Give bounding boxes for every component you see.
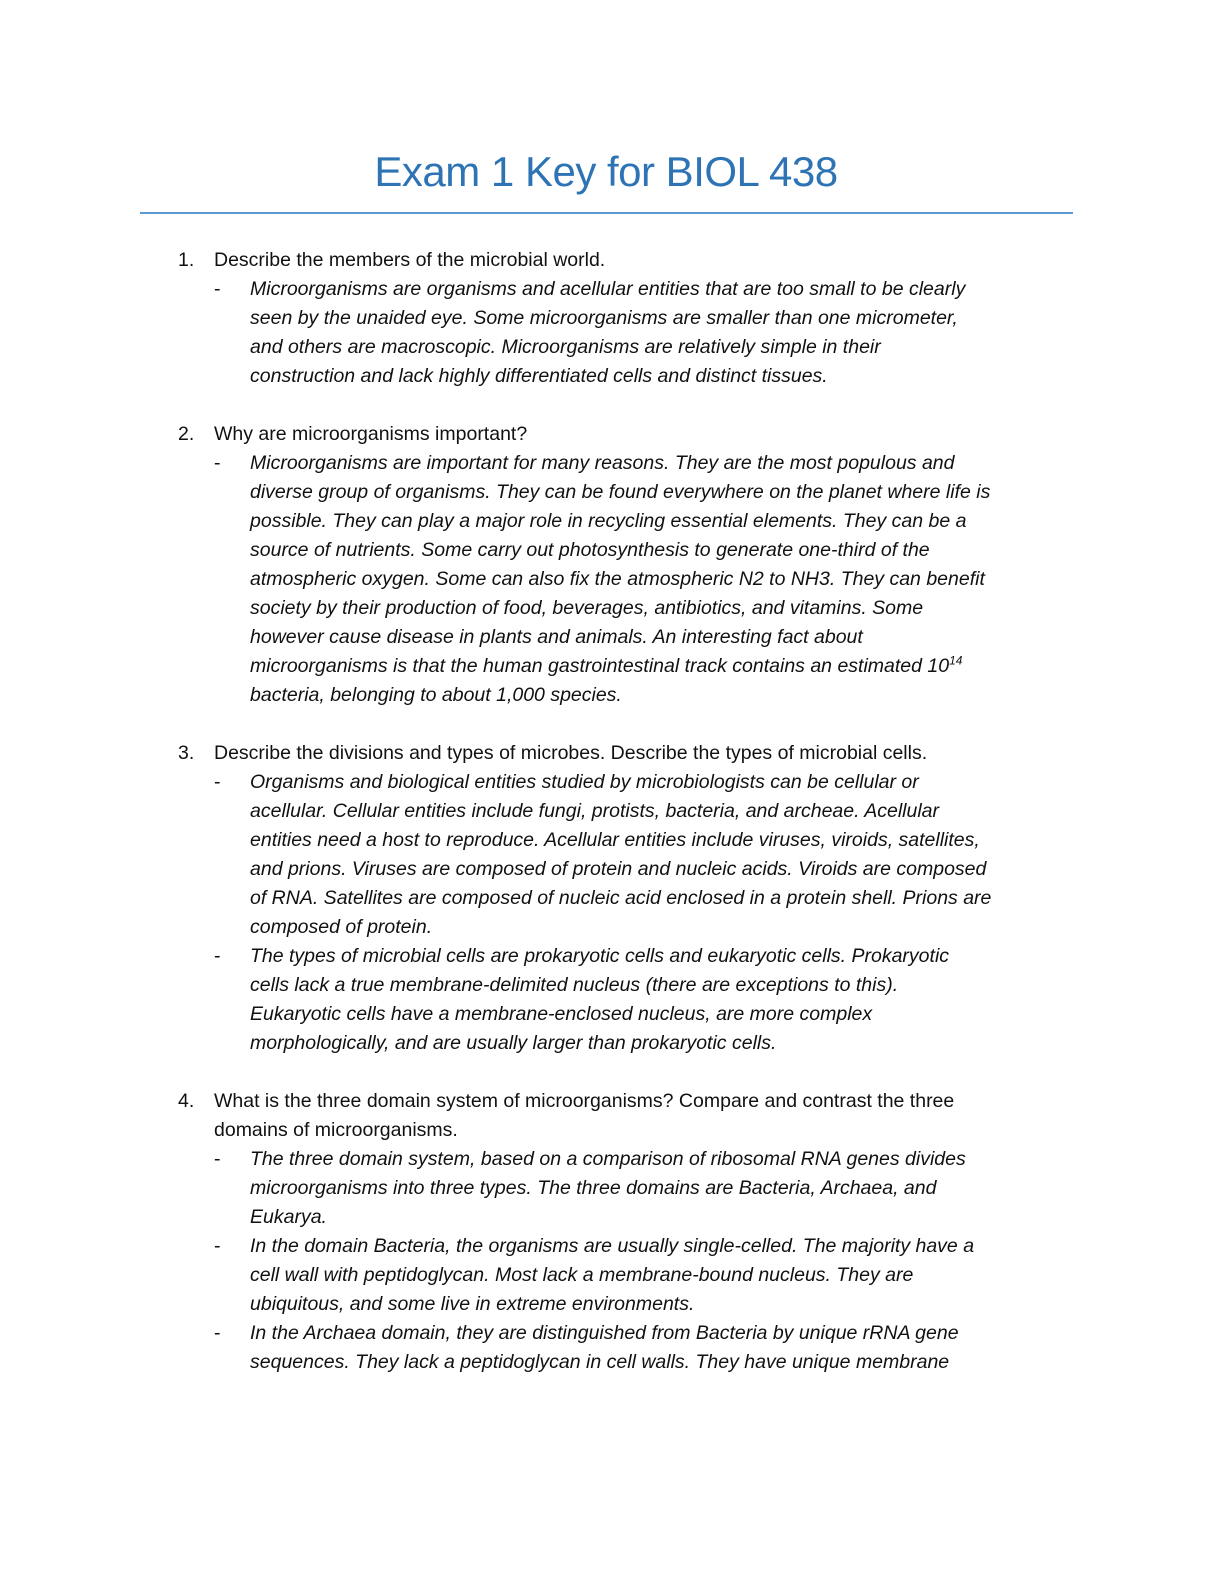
question-list: [0, 246, 1224, 1406]
answer-line: [0, 362, 1224, 391]
bullet-dash: -: [214, 1235, 221, 1257]
question-item: [0, 1087, 1224, 1377]
answer-text: composed of protein.: [250, 916, 433, 938]
answer-text: sequences. They lack a peptidoglycan in cell walls. They have unique membrane: [250, 1351, 950, 1373]
answer-line: [0, 826, 1224, 855]
answer-text: and others are macroscopic. Microorganisms are relatively simple in their: [250, 336, 881, 358]
answer-text: In the domain Bacteria, the organisms are usually single-celled. The majority have a: [250, 1235, 975, 1257]
answer-line: [0, 1029, 1224, 1058]
answer-line: [0, 623, 1224, 652]
question-text: Describe the members of the microbial world.: [214, 249, 606, 271]
answer-line: [0, 1203, 1224, 1232]
answer-line: [0, 768, 1224, 797]
answer-line: [0, 942, 1224, 971]
bullet-dash: -: [214, 452, 221, 474]
answer-text: microorganisms is that the human gastrointestinal track contains an estimated 10: [250, 655, 950, 677]
answer-line: [0, 1145, 1224, 1174]
answer-text: cell wall with peptidoglycan. Most lack a membrane-bound nucleus. They are: [250, 1264, 914, 1286]
question-line: [0, 420, 1224, 449]
answer-text: atmospheric oxygen. Some can also fix the atmospheric N2 to NH3. They can benefit: [250, 568, 985, 590]
answer-text: In the Archaea domain, they are distinguished from Bacteria by unique rRNA gene: [250, 1322, 959, 1344]
answer-text: source of nutrients. Some carry out photosynthesis to generate one-third of the: [250, 539, 930, 561]
answer-text: acellular. Cellular entities include fungi, protists, bacteria, and archeae. Acellular: [250, 800, 940, 822]
question-text: Describe the divisions and types of microbes. Describe the types of microbial cells.: [214, 742, 928, 764]
answer-line: [0, 1174, 1224, 1203]
answer-text: diverse group of organisms. They can be found everywhere on the planet where life is: [250, 481, 991, 503]
answer-line: [0, 1232, 1224, 1261]
question-text: What is the three domain system of microorganisms? Compare and contrast the three: [214, 1090, 955, 1112]
answer-line: [0, 333, 1224, 362]
bullet-dash: -: [214, 771, 221, 793]
answer-text: society by their production of food, beverages, antibiotics, and vitamins. Some: [250, 597, 924, 619]
answer-text: Microorganisms are important for many reasons. They are the most populous and: [250, 452, 955, 474]
answer-line: [0, 681, 1224, 710]
superscript-exponent: 14: [949, 653, 963, 668]
answer-line: [0, 971, 1224, 1000]
answer-line: [0, 652, 1224, 681]
answer-line: [0, 913, 1224, 942]
answer-text: microorganisms into three types. The three domains are Bacteria, Archaea, and: [250, 1177, 937, 1199]
answer-line: [0, 565, 1224, 594]
answer-line: [0, 449, 1224, 478]
answer-text: morphologically, and are usually larger than prokaryotic cells.: [250, 1032, 777, 1054]
question-line: [0, 1087, 1224, 1116]
question-number: 3.: [178, 742, 195, 764]
bullet-dash: -: [214, 1322, 221, 1344]
question-item: [0, 246, 1224, 391]
answer-line: [0, 478, 1224, 507]
title-underline: [140, 212, 1073, 214]
answer-line: [0, 1290, 1224, 1319]
bullet-dash: -: [214, 278, 221, 300]
answer-text: The three domain system, based on a comparison of ribosomal RNA genes divides: [250, 1148, 966, 1170]
answer-line: [0, 507, 1224, 536]
question-text: domains of microorganisms.: [214, 1119, 458, 1141]
question-item: [0, 739, 1224, 1058]
answer-text: The types of microbial cells are prokaryotic cells and eukaryotic cells. Prokaryotic: [250, 945, 950, 967]
question-number: 4.: [178, 1090, 195, 1112]
question-line: [0, 1116, 1224, 1145]
answer-text: entities need a host to reproduce. Acellular entities include viruses, viroids, satellites,: [250, 829, 980, 851]
answer-text: of RNA. Satellites are composed of nucleic acid enclosed in a protein shell. Prions are: [250, 887, 992, 909]
answer-text: however cause disease in plants and animals. An interesting fact about: [250, 626, 863, 648]
answer-text: Eukaryotic cells have a membrane-enclosed nucleus, are more complex: [250, 1003, 873, 1025]
answer-text: Eukarya.: [250, 1206, 327, 1228]
answer-line: [0, 1319, 1224, 1348]
answer-text: Organisms and biological entities studied by microbiologists can be cellular or: [250, 771, 919, 793]
question-line: [0, 246, 1224, 275]
answer-text: bacteria, belonging to about 1,000 species.: [250, 684, 622, 706]
answer-text: cells lack a true membrane-delimited nucleus (there are exceptions to this).: [250, 974, 899, 996]
answer-line: [0, 536, 1224, 565]
question-item: [0, 420, 1224, 710]
answer-line: [0, 1261, 1224, 1290]
answer-line: [0, 275, 1224, 304]
question-number: 1.: [178, 249, 195, 271]
answer-text: and prions. Viruses are composed of protein and nucleic acids. Viroids are composed: [250, 858, 987, 880]
answer-line: [0, 304, 1224, 333]
answer-line: [0, 1348, 1224, 1377]
answer-text: construction and lack highly differentiated cells and distinct tissues.: [250, 365, 828, 387]
answer-text: ubiquitous, and some live in extreme environments.: [250, 1293, 695, 1315]
answer-line: [0, 884, 1224, 913]
question-line: [0, 739, 1224, 768]
answer-line: [0, 594, 1224, 623]
page-title: Exam 1 Key for BIOL 438: [374, 148, 838, 195]
answer-line: [0, 855, 1224, 884]
bullet-dash: -: [214, 945, 221, 967]
answer-text: possible. They can play a major role in recycling essential elements. They can be a: [250, 510, 967, 532]
answer-text: seen by the unaided eye. Some microorganisms are smaller than one micrometer,: [250, 307, 958, 329]
bullet-dash: -: [214, 1148, 221, 1170]
answer-line: [0, 1000, 1224, 1029]
question-number: 2.: [178, 423, 195, 445]
question-text: Why are microorganisms important?: [214, 423, 528, 445]
answer-text: Microorganisms are organisms and acellular entities that are too small to be clearly: [250, 278, 966, 300]
answer-line: [0, 797, 1224, 826]
